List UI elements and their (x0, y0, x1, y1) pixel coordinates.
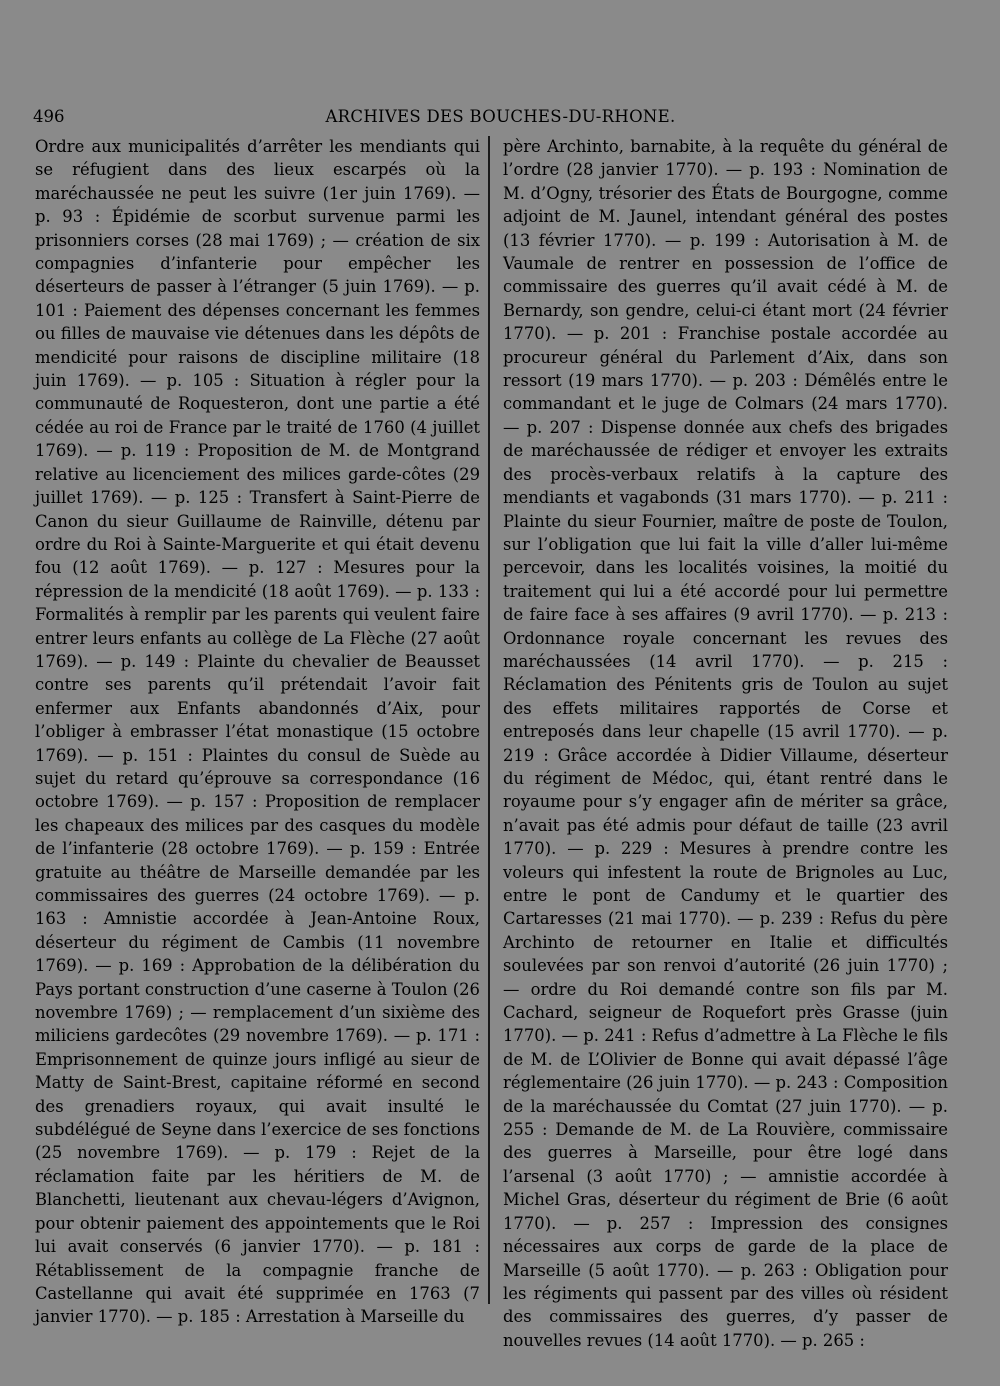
page-header (33, 107, 968, 131)
running-title: ARCHIVES DES BOUCHES-DU-RHONE. (325, 107, 676, 126)
column-divider (488, 136, 490, 1304)
page-number: 496 (33, 107, 65, 126)
right-column-text: père Archinto, barnabite, à la requête du général de l’ordre (28 janvier 1770). — p. 193 : Nomination de M. d’Ogny, trésorier des États de Bourgogne, comme adjoint de M. Jaunel, intendant général des postes (13 février 1770). — p. 199 : Autorisation à M. de Vaumale de rentrer en possession de l’office de commissaire des guerres qu’il avait cédé à M. de Bernardy, son gendre, celui-ci étant mort (24 février 1770). — p. 201 : Franchise postale accordée au procureur général du Parlement d’Aix, dans son ressort (19 mars 1770). — p. 203 : Démêlés entre le commandant et le juge de Colmars (24 mars 1770). — p. 207 : Dispense donnée aux chefs des brigades de maréchaussée de rédiger et envoyer les extraits des procès-verbaux relatifs à la capture des mendiants et vagabonds (31 mars 1770). — p. 211 : Plainte du sieur Fournier, maître de poste de Toulon, sur l’obligation que lui fait la ville d’aller lui-même percevoir, dans les localités voisines, la moitié du traitement qui lui a été accordé pour lui permettre de faire face à ses affaires (9 avril 1770). — p. 213 : Ordonnance royale concernant les revues des maréchaussées (14 avril 1770). — p. 215 : Réclamation des Pénitents gris de Toulon au sujet des effets militaires rapportés de Corse et entreposés dans leur chapelle (15 avril 1770). — p. 219 : Grâce accordée à Didier Villaume, déserteur du régiment de Médoc, qui, étant rentré dans le royaume pour s’y engager afin de mériter sa grâce, n’avait pas été admis pour défaut de taille (23 avril 1770). — p. 229 : Mesures à prendre contre les voleurs qui infestent la route de Brignoles au Luc, entre le pont de Candumy et le quartier des Cartaresses (21 mai 1770). — p. 239 : Refus du père Archinto de retourner en Italie et difficultés soulevées par son renvoi d’autorité (26 juin 1770) ; — ordre du Roi demandé contre son fils par M. Cachard, seigneur de Roquefort près Grasse (juin 1770). — p. 241 : Refus d’admettre à La Flèche le fils de M. de L’Olivier de Bonne qui avait dépassé l’âge réglementaire (26 juin 1770). — p. 243 : Composition de la maréchaussée du Comtat (27 juin 1770). — p. 255 : Demande de M. de La Rouvière, commissaire des guerres à Marseille, pour être logé dans l’arsenal (3 août 1770) ; — amnistie accordée à Michel Gras, déserteur du régiment de Brie (6 août 1770). — p. 257 : Impression des consignes nécessaires aux corps de garde de la place de Marseille (5 août 1770). — p. 263 : Obligation pour les régiments qui passent par des villes où résident des commissaires des guerres, d’y passer de nouvelles revues (14 août 1770). — p. 265 : (503, 137, 948, 1350)
left-column-text: Ordre aux municipalités d’arrêter les mendiants qui se réfugient dans des lieux escarpés où la maréchaussée ne peut les suivre (1er juin 1769). — p. 93 : Épidémie de scorbut survenue parmi les prisonniers corses (28 mai 1769) ; — création de six compagnies d’infanterie pour empêcher les déserteurs de passer à l’étranger (5 juin 1769). — p. 101 : Paiement des dépenses concernant les femmes ou filles de mauvaise vie détenues dans les dépôts de mendicité pour raisons de discipline militaire (18 juin 1769). — p. 105 : Situation à régler pour la communauté de Roquesteron, dont une partie a été cédée au roi de France par le traité de 1760 (4 juillet 1769). — p. 119 : Proposition de M. de Montgrand relative au licenciement des milices garde-côtes (29 juillet 1769). — p. 125 : Transfert à Saint-Pierre de Canon du sieur Guillaume de Rainville, détenu par ordre du Roi à Sainte-Marguerite et qui était devenu fou (12 août 1769). — p. 127 : Mesures pour la répression de la mendicité (18 août 1769). — p. 133 : Formalités à remplir par les parents qui veulent faire entrer leurs enfants au collège de La Flèche (27 août 1769). — p. 149 : Plainte du chevalier de Beausset contre ses parents qu’il prétendait l’avoir fait enfermer aux Enfants abandonnés d’Aix, pour l’obliger à embrasser l’état monastique (15 octobre 1769). — p. 151 : Plaintes du consul de Suède au sujet du retard qu’éprouve sa correspondance (16 octobre 1769). — p. 157 : Proposition de remplacer les chapeaux des milices par des casques du modèle de l’infanterie (28 octobre 1769). — p. 159 : Entrée gratuite au théâtre de Marseille demandée par les commissaires des guerres (24 octobre 1769). — p. 163 : Amnistie accordée à Jean-Antoine Roux, déserteur du régiment de Cambis (11 novembre 1769). — p. 169 : Approbation de la délibération du Pays portant construction d’une caserne à Toulon (26 novembre 1769) ; — remplacement d’un sixième des miliciens gardecôtes (29 novembre 1769). — p. 171 : Emprisonnement de quinze jours infligé au sieur de Matty de Saint-Brest, capitaine réformé en second des grenadiers royaux, qui avait insulté le subdélégué de Seyne dans l’exercice de ses fonctions (25 novembre 1769). — p. 179 : Rejet de la réclamation faite par les héritiers de M. de Blanchetti, lieutenant aux chevau-légers d’Avignon, pour obtenir paiement des appointements que le Roi lui avait conservés (6 janvier 1770). — p. 181 : Rétablissement de la compagnie franche de Castellanne qui avait été supprimée en 1763 (7 janvier 1770). — p. 185 : Arrestation à Marseille du (35, 137, 480, 1327)
right-column (503, 135, 948, 1352)
left-column (35, 135, 480, 1329)
